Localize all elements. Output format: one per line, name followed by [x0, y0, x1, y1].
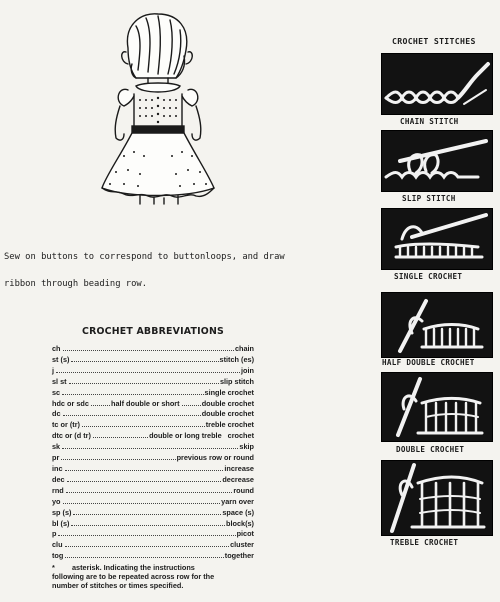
instructions-line-1: Sew on buttons to correspond to buttonloops, and draw: [4, 252, 285, 262]
girl-dress-drawing: [80, 6, 230, 206]
abbreviation-meaning: treble crochet: [205, 420, 254, 430]
abbreviation-term: sp (s): [52, 507, 72, 517]
abbreviation-row: [52, 420, 254, 431]
abbreviation-meaning: together: [224, 551, 254, 561]
abbreviation-meaning: decrease: [222, 474, 254, 484]
abbreviation-term: p: [52, 529, 57, 539]
chain-stitch-diagram: [381, 53, 493, 115]
abbreviation-meaning: yarn over: [221, 496, 254, 506]
abbreviation-meaning: increase: [224, 463, 254, 473]
abbreviation-term: sk: [52, 442, 61, 452]
abbreviation-term: ch: [52, 344, 61, 353]
stitch-label-double-crochet: DOUBLE CROCHET: [396, 445, 465, 454]
dot-leader: [66, 492, 233, 493]
abbreviation-row: [52, 464, 254, 475]
abbreviation-meaning: block(s): [226, 518, 254, 528]
abbreviation-meaning: round: [233, 485, 254, 495]
asterisk-note-line-2: following are to be repeated across row for the: [52, 572, 215, 582]
asterisk-symbol: *: [52, 563, 55, 573]
double-crochet-drawing: [382, 373, 492, 441]
abbreviation-term: sc: [52, 387, 61, 397]
abbreviation-row: [52, 540, 254, 551]
dot-leader: [65, 470, 224, 471]
abbreviation-term: dtc or (d tr): [52, 431, 91, 441]
crochet-stitches-header: CROCHET STITCHES: [392, 36, 476, 46]
stitch-label-half-double-crochet: HALF DOUBLE CROCHET: [382, 358, 475, 367]
abbreviation-row: [52, 529, 254, 540]
abbreviation-meaning: picot: [236, 529, 254, 539]
abbreviation-term: hdc or sdc: [52, 398, 89, 408]
dot-leader: [63, 415, 201, 416]
girl-dress-illustration: [80, 6, 230, 206]
abbreviation-row: [52, 551, 254, 562]
dot-leader: [73, 514, 221, 515]
abbreviation-row: [52, 519, 254, 530]
instructions-line-2: ribbon through beading row.: [4, 279, 147, 289]
single-crochet-drawing: [382, 209, 492, 269]
abbreviation-meaning: chain: [234, 344, 254, 353]
dot-leader: [93, 437, 148, 438]
abbreviation-row: [52, 344, 254, 355]
treble-crochet-drawing: [382, 461, 492, 535]
dot-leader: [67, 481, 222, 482]
abbreviation-term: st (s): [52, 354, 70, 364]
asterisk-note-line-3: number of stitches or times specified.: [52, 581, 184, 591]
abbreviation-meaning: cluster: [230, 540, 254, 550]
abbreviation-meaning: stitch (es): [219, 354, 254, 364]
abbreviation-term: sl st: [52, 376, 67, 386]
abbreviation-meaning: space (s): [222, 507, 254, 517]
half-double-crochet-drawing: [382, 293, 492, 357]
abbreviation-mid-text: half double or short: [111, 398, 180, 408]
treble-crochet-diagram: [381, 460, 493, 536]
dot-leader: [182, 405, 201, 406]
stitch-label-chain: CHAIN STITCH: [400, 117, 459, 126]
abbreviation-term: yo: [52, 496, 61, 506]
abbreviation-term: dec: [52, 474, 65, 484]
half-double-crochet-diagram: [381, 292, 493, 358]
abbreviation-row: [52, 431, 254, 442]
abbreviation-row: [52, 366, 254, 377]
dot-leader: [91, 405, 110, 406]
abbreviation-term: j: [52, 365, 55, 375]
abbreviation-meaning: join: [241, 365, 254, 375]
dot-leader: [63, 350, 234, 351]
abbreviation-row: [52, 355, 254, 366]
abbreviation-row: [52, 399, 254, 410]
abbreviation-row: [52, 377, 254, 388]
stitch-label-treble-crochet: TREBLE CROCHET: [390, 538, 459, 547]
abbreviation-meaning: single crochet: [204, 387, 254, 397]
abbreviation-row: [52, 453, 254, 464]
abbreviation-meaning: crochet: [227, 431, 254, 441]
dot-leader: [61, 459, 175, 460]
abbreviation-row: [52, 508, 254, 519]
abbreviations-title: CROCHET ABBREVIATIONS: [82, 326, 224, 337]
dot-leader: [82, 426, 205, 427]
abbreviation-row: [52, 497, 254, 508]
abbreviation-meaning: slip stitch: [219, 376, 254, 386]
abbreviation-term: inc: [52, 463, 63, 473]
dot-leader: [58, 535, 235, 536]
abbreviation-row: [52, 442, 254, 453]
abbreviation-mid-text: double or long treble: [149, 431, 222, 441]
dot-leader: [65, 557, 223, 558]
abbreviation-meaning: previous row or round: [176, 453, 254, 463]
dot-leader: [69, 383, 219, 384]
slip-stitch-diagram: [381, 130, 493, 192]
asterisk-note-text-1: asterisk. Indicating the instructions: [72, 563, 195, 573]
abbreviation-row: [52, 486, 254, 497]
abbreviation-meaning: double crochet: [201, 398, 255, 408]
dot-leader: [62, 448, 238, 449]
abbreviation-row: [52, 475, 254, 486]
abbreviation-term: bl (s): [52, 518, 70, 528]
stitch-label-single-crochet: SINGLE CROCHET: [394, 272, 463, 281]
crochet-abbreviations: [52, 326, 254, 590]
asterisk-note: [52, 563, 254, 590]
abbreviation-term: rnd: [52, 485, 64, 495]
abbreviation-term: tc or (tr): [52, 420, 80, 430]
abbreviation-term: pr: [52, 453, 60, 463]
chain-stitch-drawing: [382, 54, 492, 114]
abbreviation-row: [52, 388, 254, 399]
finishing-instructions: [4, 244, 324, 298]
abbreviation-row: [52, 409, 254, 420]
dot-leader: [56, 372, 240, 373]
dot-leader: [71, 361, 218, 362]
single-crochet-diagram: [381, 208, 493, 270]
abbreviation-meaning: double crochet: [201, 409, 254, 419]
abbreviation-meaning: skip: [239, 442, 254, 452]
asterisk-note-line-1: [52, 563, 254, 572]
abbreviation-term: dc: [52, 409, 61, 419]
dot-leader: [71, 525, 225, 526]
dot-leader: [62, 394, 203, 395]
stitch-label-slip: SLIP STITCH: [402, 194, 456, 203]
dot-leader: [63, 503, 221, 504]
dot-leader: [65, 546, 230, 547]
slip-stitch-drawing: [382, 131, 492, 191]
abbreviation-term: clu: [52, 540, 63, 550]
abbreviation-term: tog: [52, 551, 64, 561]
double-crochet-diagram: [381, 372, 493, 442]
